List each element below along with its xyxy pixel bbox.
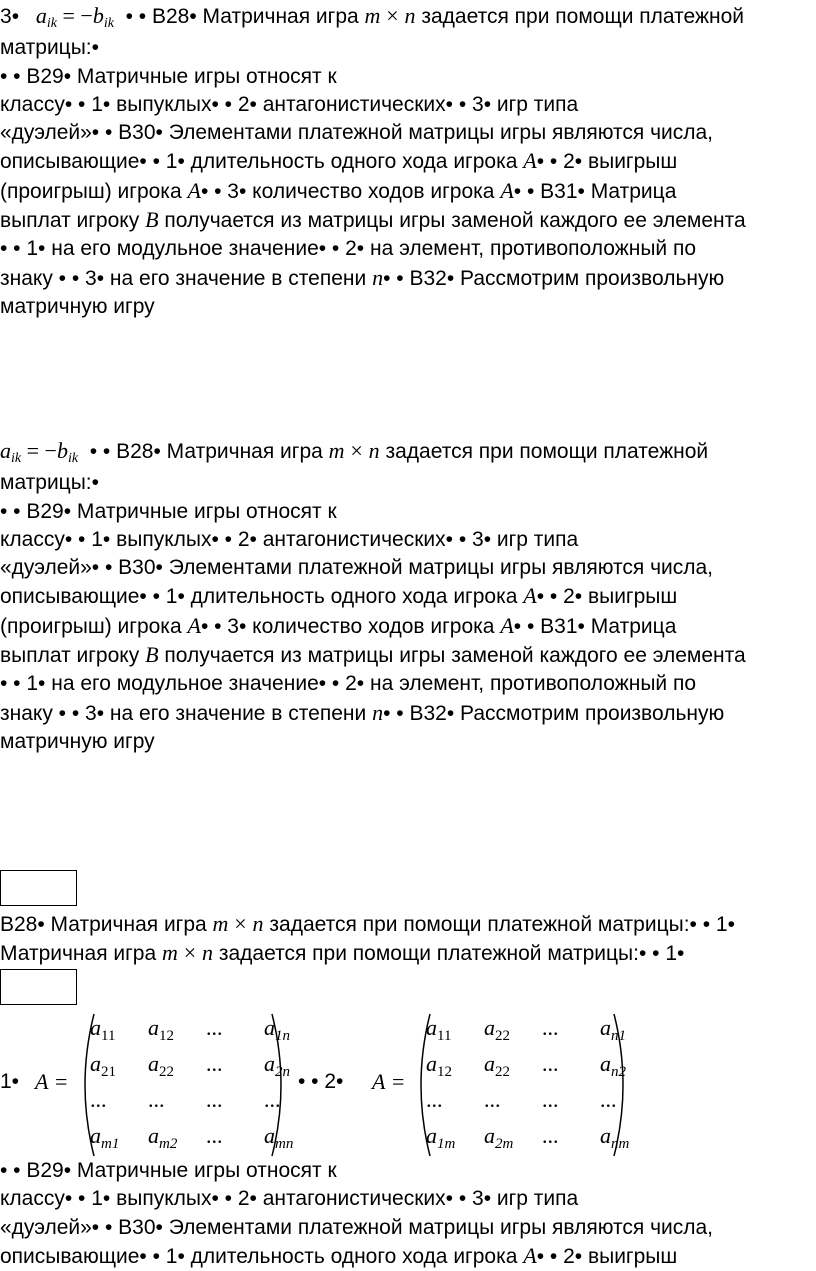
- matrix-entry: ...: [542, 1051, 559, 1076]
- text-line: • • 1• на его модульное значение• • 2• на элемент, противоположный по: [0, 672, 697, 696]
- text-line: матричную игру: [0, 294, 155, 318]
- matrix-entry: ...: [206, 1123, 223, 1148]
- matrix-entry: ...: [206, 1087, 223, 1112]
- matrix-entry: ...: [148, 1087, 165, 1112]
- text-line: описывающие• • 1• длительность одного хода игрока A• • 2• выигрыш: [0, 583, 678, 609]
- matrix-entry: $a_{n2}$: [600, 1051, 626, 1080]
- matrix-var: A: [372, 1069, 386, 1094]
- option-label: 1•: [0, 1070, 20, 1093]
- matrix-entry: ...: [206, 1015, 223, 1040]
- text-line: «дуэлей»• • В30• Элементами платежной матрицы игры являются числа,: [0, 121, 714, 145]
- matrix-entry: ...: [542, 1123, 559, 1148]
- text-line: (проигрыш) игрока A• • 3• количество ходов игрока A• • В31• Матрица: [0, 612, 677, 638]
- text-line: • • В29• Матричные игры относят к: [0, 64, 337, 88]
- matrix-entry: $a_{12}$: [426, 1051, 452, 1080]
- text-line: В28• Матричная игра m × n задается при помощи платежной матрицы:• • 1•: [0, 911, 735, 936]
- matrix-entry: ...: [264, 1087, 281, 1112]
- text-line: классу• • 1• выпуклых• • 2• антагонистических• • 3• игр типа: [0, 92, 579, 116]
- text-line: 3• aik = −bik • • В28• Матричная игра m × n задается при помощи платежной: [0, 3, 745, 31]
- matrix-entry: ...: [600, 1087, 617, 1112]
- matrix-entry: ...: [90, 1087, 107, 1112]
- matrix-entry: $a_{nm}$: [600, 1123, 630, 1152]
- text-line: матрицы:•: [0, 36, 99, 60]
- matrix-entry: $a_{21}$: [90, 1051, 116, 1080]
- matrix-entry: ...: [484, 1087, 501, 1112]
- text-line: • • В29• Матричные игры относят к: [0, 499, 337, 523]
- text-line: Матричная игра m × n задается при помощи платежной матрицы:• • 1•: [0, 940, 685, 966]
- text-line: выплат игроку B получается из матрицы игры заменой каждого ее элемента: [0, 642, 746, 668]
- matrix-entry: $a_{1n}$: [264, 1015, 290, 1044]
- text-line: «дуэлей»• • В30• Элементами платежной матрицы игры являются числа,: [0, 556, 714, 580]
- text-line: описывающие• • 1• длительность одного хода игрока A• • 2• выигрыш: [0, 1242, 678, 1268]
- matrix-entry: $a_{1m}$: [426, 1123, 456, 1152]
- text-line: (проигрыш) игрока A• • 3• количество ходов игрока A• • В31• Матрица: [0, 177, 677, 203]
- matrix-entry: ...: [426, 1087, 443, 1112]
- matrix-entry: $a_{22}$: [484, 1015, 510, 1044]
- matrix-var: A: [35, 1069, 49, 1094]
- text-line: • • В29• Матричные игры относят к: [0, 1159, 337, 1182]
- option-label: • • 2•: [298, 1070, 344, 1093]
- matrix-entry: ...: [542, 1087, 559, 1112]
- question-block-3: [0, 910, 816, 969]
- text-line: классу• • 1• выпуклых• • 2• антагонистических• • 3• игр типа: [0, 1187, 579, 1211]
- text-line: aik = −bik • • В28• Матричная игра m × n задается при помощи платежной: [0, 438, 709, 466]
- matrix-entry: $a_{22}$: [484, 1051, 510, 1080]
- matrix-entry: $a_{n1}$: [600, 1015, 626, 1044]
- empty-image-box: [0, 969, 77, 1005]
- formula: aik = −bik: [0, 438, 79, 466]
- equals: =: [392, 1069, 405, 1094]
- question-block-2: [0, 437, 816, 756]
- text-line: описывающие• • 1• длительность одного хода игрока A• • 2• выигрыш: [0, 148, 678, 174]
- equals: =: [55, 1069, 68, 1094]
- text-line: выплат игроку B получается из матрицы игры заменой каждого ее элемента: [0, 207, 746, 233]
- matrix-entry: $a_{12}$: [148, 1015, 174, 1044]
- empty-image-box: [0, 870, 77, 906]
- matrix-entry: ...: [542, 1015, 559, 1040]
- text-line: «дуэлей»• • В30• Элементами платежной матрицы игры являются числа,: [0, 1215, 714, 1239]
- text-line: знаку • • 3• на его значение в степени n• • В32• Рассмотрим произвольную: [0, 264, 725, 290]
- matrix-entry: $a_{2n}$: [264, 1051, 290, 1080]
- text-line: классу• • 1• выпуклых• • 2• антагонистических• • 3• игр типа: [0, 527, 579, 551]
- matrix-entry: ...: [206, 1051, 223, 1076]
- matrix-entry: $a_{2m}$: [484, 1123, 514, 1152]
- matrix-entry: $a_{mn}$: [264, 1123, 294, 1152]
- matrix-entry: $a_{11}$: [426, 1015, 452, 1044]
- text-line: матрицы:•: [0, 471, 99, 495]
- formula: aik = −bik: [35, 3, 114, 31]
- question-block-4: [0, 1157, 816, 1271]
- matrix-entry: $a_{22}$: [148, 1051, 174, 1080]
- matrix-entry: $a_{m1}$: [90, 1123, 120, 1152]
- text-line: • • 1• на его модульное значение• • 2• на элемент, противоположный по: [0, 237, 697, 261]
- text-line: знаку • • 3• на его значение в степени n• • В32• Рассмотрим произвольную: [0, 699, 725, 725]
- matrix-entry: $a_{m2}$: [148, 1123, 178, 1152]
- text-line: матричную игру: [0, 729, 155, 753]
- matrix-options-row: [0, 1010, 816, 1160]
- question-block-1: [0, 2, 816, 321]
- matrix-entry: $a_{11}$: [90, 1015, 116, 1044]
